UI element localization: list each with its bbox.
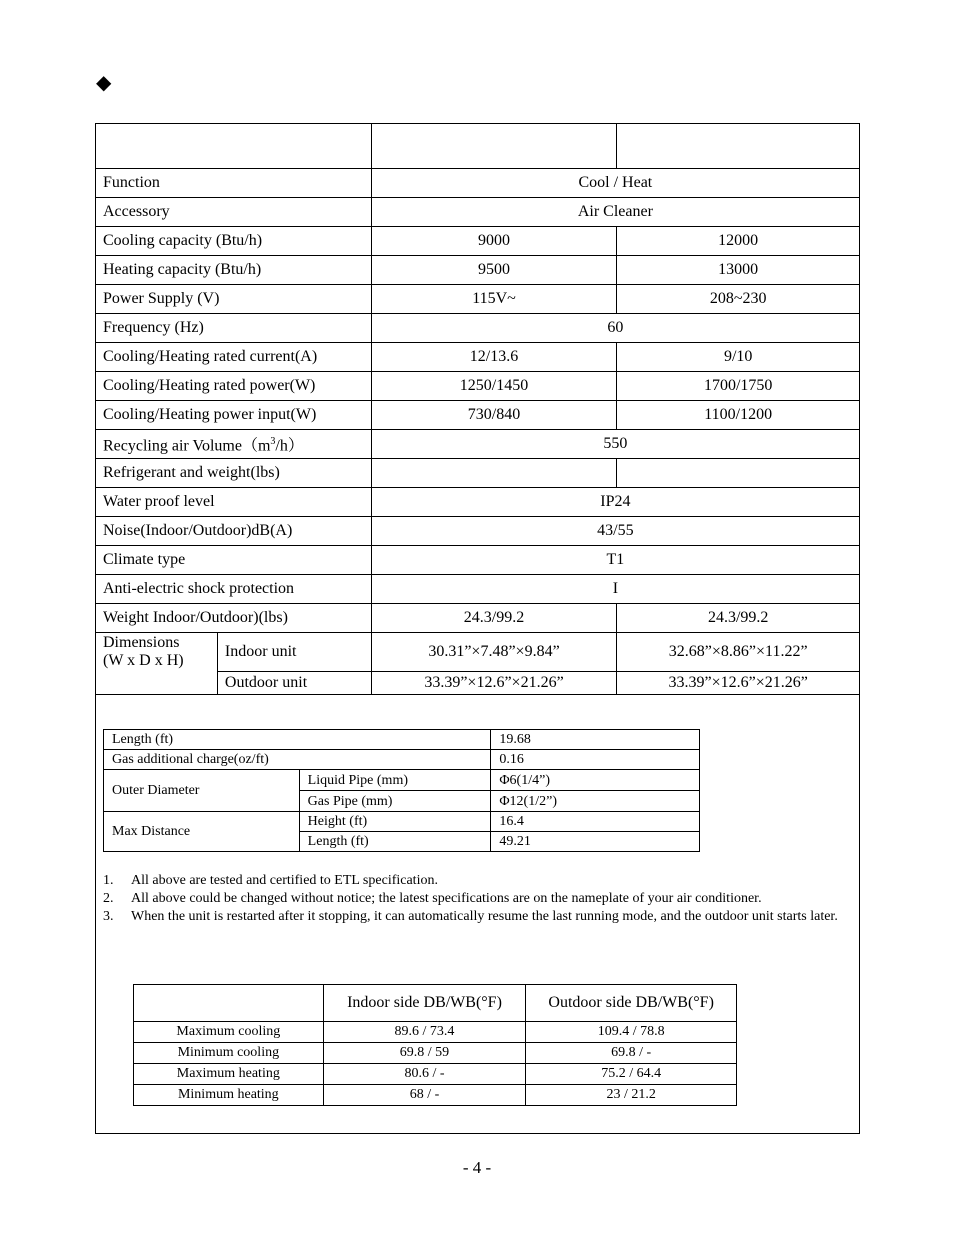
spec-label: Cooling/Heating rated current(A): [96, 343, 372, 372]
piping-value: Φ6(1/4”): [491, 770, 700, 791]
note-item: [103, 908, 853, 926]
spec-value: [371, 459, 617, 488]
piping-table: [103, 729, 700, 852]
conditions-value: 89.6 / 73.4: [323, 1022, 526, 1043]
conditions-label: Minimum cooling: [134, 1043, 324, 1064]
note-text: All above are tested and certified to ETL specification.: [131, 873, 438, 888]
spec-row: [96, 430, 860, 459]
dimensions-label-continued: [96, 672, 218, 695]
spec-label: Accessory: [96, 198, 372, 227]
conditions-header-row: [134, 985, 737, 1022]
spec-value: 550: [371, 430, 859, 459]
conditions-label: Maximum cooling: [134, 1022, 324, 1043]
spec-header-cell: [96, 124, 372, 169]
spec-row: [96, 546, 860, 575]
spec-value: 43/55: [371, 517, 859, 546]
outdoor-unit-label: Outdoor unit: [217, 672, 371, 695]
spec-value: 115V~: [371, 285, 617, 314]
spec-value: 730/840: [371, 401, 617, 430]
piping-label: Gas Pipe (mm): [299, 791, 491, 812]
note-number: 3.: [103, 909, 114, 924]
spec-label-text-end: /h）: [275, 437, 304, 455]
conditions-value: 69.8 / -: [526, 1043, 737, 1064]
spec-label-text: Recycling air Volume（m: [103, 437, 271, 455]
spec-value: 1700/1750: [617, 372, 860, 401]
note-number: 1.: [103, 873, 114, 888]
conditions-row: [134, 1085, 737, 1106]
conditions-header-cell: [134, 985, 324, 1022]
spec-value: 24.3/99.2: [617, 604, 860, 633]
spec-row: [96, 343, 860, 372]
spec-row: [96, 517, 860, 546]
piping-value: 19.68: [491, 730, 700, 750]
spec-value: 13000: [617, 256, 860, 285]
note-text: When the unit is restarted after it stopping, it can automatically resume the last running mode, and the outdoor unit starts later.: [131, 909, 838, 924]
piping-row: [104, 770, 700, 791]
spec-value: T1: [371, 546, 859, 575]
indoor-dimensions-value: 32.68”×8.86”×11.22”: [617, 633, 860, 672]
conditions-value: 75.2 / 64.4: [526, 1064, 737, 1085]
spec-row: [96, 314, 860, 343]
conditions-label: Maximum heating: [134, 1064, 324, 1085]
spec-value: 9000: [371, 227, 617, 256]
spec-label: [96, 430, 372, 459]
dimensions-outdoor-row: [96, 672, 860, 695]
spec-row: [96, 198, 860, 227]
piping-value: 16.4: [491, 812, 700, 832]
notes-list: [103, 872, 853, 926]
dimensions-label: [96, 633, 218, 672]
spec-value: 24.3/99.2: [371, 604, 617, 633]
spec-row: [96, 459, 860, 488]
piping-label: Length (ft): [299, 832, 491, 852]
spec-row: [96, 372, 860, 401]
indoor-unit-label: Indoor unit: [217, 633, 371, 672]
conditions-row: [134, 1022, 737, 1043]
conditions-row: [134, 1064, 737, 1085]
spec-row: [96, 488, 860, 517]
spec-value: 1100/1200: [617, 401, 860, 430]
dimensions-indoor-row: [96, 633, 860, 672]
conditions-value: 69.8 / 59: [323, 1043, 526, 1064]
conditions-header-cell: Indoor side DB/WB(°F): [323, 985, 526, 1022]
dimensions-label-line2: (W x D x H): [103, 652, 184, 670]
specification-table: [95, 123, 860, 695]
spec-value: Cool / Heat: [371, 169, 859, 198]
spec-value: 208~230: [617, 285, 860, 314]
conditions-value: 109.4 / 78.8: [526, 1022, 737, 1043]
piping-row: [104, 812, 700, 832]
piping-value: 0.16: [491, 750, 700, 770]
spec-value: IP24: [371, 488, 859, 517]
spec-label: Frequency (Hz): [96, 314, 372, 343]
piping-label: Liquid Pipe (mm): [299, 770, 491, 791]
spec-value: 12000: [617, 227, 860, 256]
section-bullet: ◆: [96, 72, 112, 94]
spec-header-cell: [371, 124, 617, 169]
spec-label: Noise(Indoor/Outdoor)dB(A): [96, 517, 372, 546]
spec-label: Weight Indoor/Outdoor)(lbs): [96, 604, 372, 633]
max-distance-label: Max Distance: [104, 812, 300, 852]
spec-header-cell: [617, 124, 860, 169]
note-text: All above could be changed without notice; the latest specifications are on the nameplate of your air conditioner.: [131, 891, 762, 906]
spec-label: Anti-electric shock protection: [96, 575, 372, 604]
spec-label: Heating capacity (Btu/h): [96, 256, 372, 285]
spec-row: [96, 169, 860, 198]
page-number: - 4 -: [462, 1158, 492, 1177]
piping-label: Length (ft): [104, 730, 491, 750]
note-item: [103, 872, 853, 890]
spec-value: I: [371, 575, 859, 604]
outer-diameter-label: Outer Diameter: [104, 770, 300, 812]
spec-value: Air Cleaner: [371, 198, 859, 227]
note-item: [103, 890, 853, 908]
note-number: 2.: [103, 891, 114, 906]
piping-label: Height (ft): [299, 812, 491, 832]
spec-value: 60: [371, 314, 859, 343]
piping-value: 49.21: [491, 832, 700, 852]
conditions-row: [134, 1043, 737, 1064]
spec-label: Water proof level: [96, 488, 372, 517]
spec-row: [96, 575, 860, 604]
outdoor-dimensions-value: 33.39”×12.6”×21.26”: [617, 672, 860, 695]
piping-label: Gas additional charge(oz/ft): [104, 750, 491, 770]
spec-row: [96, 604, 860, 633]
spec-value: 9/10: [617, 343, 860, 372]
spec-label: Power Supply (V): [96, 285, 372, 314]
piping-value: Φ12(1/2”): [491, 791, 700, 812]
spec-label: Function: [96, 169, 372, 198]
spec-label: Cooling/Heating rated power(W): [96, 372, 372, 401]
piping-row: [104, 730, 700, 750]
spec-header-row: [96, 124, 860, 169]
conditions-header-cell: Outdoor side DB/WB(°F): [526, 985, 737, 1022]
indoor-dimensions-value: 30.31”×7.48”×9.84”: [371, 633, 617, 672]
spec-label: Refrigerant and weight(lbs): [96, 459, 372, 488]
conditions-value: 68 / -: [323, 1085, 526, 1106]
operating-conditions-table: [133, 984, 737, 1106]
spec-label: Cooling/Heating power input(W): [96, 401, 372, 430]
conditions-value: 23 / 21.2: [526, 1085, 737, 1106]
spec-row: [96, 256, 860, 285]
conditions-value: 80.6 / -: [323, 1064, 526, 1085]
spec-value: 12/13.6: [371, 343, 617, 372]
spec-label: Climate type: [96, 546, 372, 575]
spec-value: [617, 459, 860, 488]
piping-row: [104, 750, 700, 770]
spec-value: 1250/1450: [371, 372, 617, 401]
spec-label-superscript: 3: [270, 435, 276, 447]
spec-row: [96, 285, 860, 314]
spec-row: [96, 401, 860, 430]
outdoor-dimensions-value: 33.39”×12.6”×21.26”: [371, 672, 617, 695]
conditions-label: Minimum heating: [134, 1085, 324, 1106]
spec-row: [96, 227, 860, 256]
spec-value: 9500: [371, 256, 617, 285]
dimensions-label-line1: Dimensions: [103, 634, 180, 652]
spec-label: Cooling capacity (Btu/h): [96, 227, 372, 256]
